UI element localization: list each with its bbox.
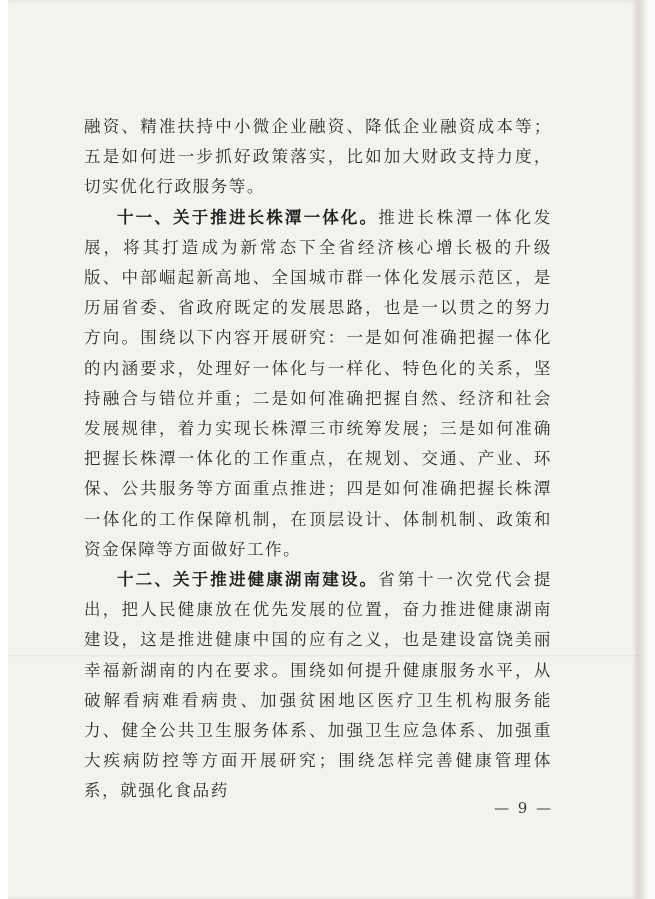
section-heading-11: 十一、关于推进长株潭一体化。	[117, 207, 379, 227]
page-number: — 9 —	[494, 799, 554, 817]
section-body-11: 推进长株潭一体化发展，将其打造成为新常态下全省经济核心增长极的升级版、中部崛起新高地、全国城市群一体化发展示范区，是历届省委、省政府既定的发展思路，也是一以贯之的努力方向。围绕以下内容开展研究：一是如何准确把握一体化的内涵要求，处理好一体化与一样化、特色化的关系，坚持融合与错位并重；二是如何准确把握自然、经济和社会发展规律，着力实现长株潭三市统筹发展；三是如何准确把握长株潭一体化的工作重点，在规划、交通、产业、环保、公共服务等方面重点推进；四是如何准确把握长株潭一体化的工作保障机制，在顶层设计、体制机制、政策和资金保障等方面做好工作。	[84, 207, 553, 559]
intro-paragraph: 融资、精准扶持中小微企业融资、降低企业融资成本等；五是如何进一步抓好政策落实，比如加大财政支持力度，切实优化行政服务等。	[84, 117, 552, 197]
document-body	[84, 112, 552, 807]
section-body-12: 省第十一次党代会提出，把人民健康放在优先发展的位置，奋力推进健康湖南建设，这是推进健康中国的应有之义，也是建设富饶美丽幸福新湖南的内在要求。围绕如何提升健康服务水平，从破解看病难看病贵、加强贫困地区医疗卫生机构服务能力、健全公共卫生服务体系、加强卫生应急体系、加强重大疾病防控等方面开展研究；围绕怎样完善健康管理体系，就强化食品药	[84, 570, 553, 801]
scan-edge	[637, 0, 655, 899]
section-paragraph-12	[84, 565, 552, 807]
section-paragraph-11	[84, 203, 552, 565]
section-heading-12: 十二、关于推进健康湖南建设。	[117, 570, 379, 590]
